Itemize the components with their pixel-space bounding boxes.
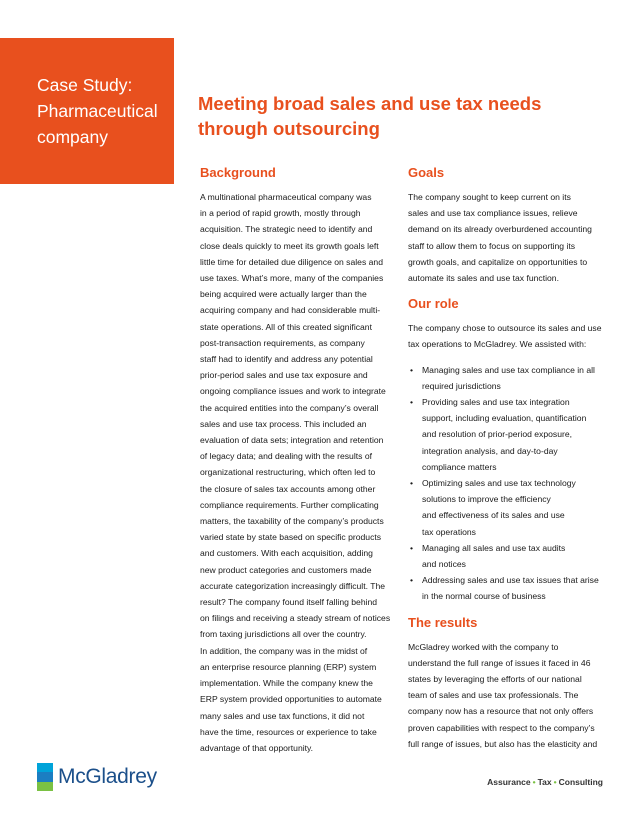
headline-line: through outsourcing xyxy=(198,118,380,139)
text-line: little time for detailed due diligence on sales and xyxy=(200,256,383,267)
text-line: advantage of that opportunity. xyxy=(200,742,314,753)
logo-mark-icon xyxy=(37,763,53,791)
results-paragraph xyxy=(408,639,604,752)
goals-heading: Goals xyxy=(408,165,445,180)
text-line: states by leveraging the efforts of our national xyxy=(408,674,582,685)
text-line: required jurisdictions xyxy=(422,380,501,391)
separator-dot-icon: • xyxy=(553,777,557,787)
case-study-line: Pharmaceutical xyxy=(37,101,158,121)
text-line: evaluation of data sets; integration and retention xyxy=(200,435,384,446)
text-line: matters, the taxability of the company’s products xyxy=(200,516,384,527)
text-line: A multinational pharmaceutical company was xyxy=(200,192,372,202)
text-line: result? The company found itself falling behind xyxy=(200,597,378,608)
text-line: growth goals, and capitalize on opportunities to xyxy=(408,256,588,267)
case-study-box xyxy=(0,38,174,184)
text-line: of legacy data; and dealing with the results of xyxy=(200,451,372,462)
text-line: The company sought to keep current on its xyxy=(408,192,571,202)
text-line: company now has a resource that not only offers xyxy=(408,706,594,717)
text-line: compliance matters xyxy=(422,461,497,472)
text-line: from taxing jurisdictions all over the country. xyxy=(200,629,367,640)
bullet-icon: • xyxy=(410,575,414,586)
background-paragraph xyxy=(200,189,396,756)
text-line: on filings and receiving a steady stream of notices xyxy=(200,613,391,624)
text-line: understand the full range of issues it faced in 46 xyxy=(408,657,591,668)
background-heading: Background xyxy=(200,165,276,180)
footer-tagline xyxy=(487,777,603,787)
list-item xyxy=(408,572,604,604)
headline-line: Meeting broad sales and use tax needs xyxy=(198,93,542,114)
text-line: tax operations to McGladrey. We assisted with: xyxy=(408,339,587,350)
text-line: the closure of sales tax accounts among other xyxy=(200,483,376,494)
text-line: staff had to identify and address any potential xyxy=(200,354,373,365)
text-line: use taxes. What’s more, many of the companies xyxy=(200,273,384,284)
text-line: staff to allow them to focus on supporting its xyxy=(408,240,576,251)
text-line: in the normal course of business xyxy=(422,591,546,602)
our-role-intro xyxy=(408,320,604,352)
text-line: and customers. With each acquisition, adding xyxy=(200,548,373,559)
text-line: Addressing sales and use tax issues that arise xyxy=(422,575,599,586)
text-line: In addition, the company was in the midst of xyxy=(200,645,368,656)
bullet-icon: • xyxy=(410,397,414,408)
text-line: The company chose to outsource its sales and use xyxy=(408,323,602,334)
text-line: implementation. While the company knew the xyxy=(200,678,373,689)
page-headline xyxy=(198,91,618,141)
text-line: many sales and use tax functions, it did not xyxy=(200,710,365,721)
text-line: post-transaction requirements, as company xyxy=(200,337,365,348)
text-line: team of sales and use tax professionals. The xyxy=(408,690,579,701)
text-line: and notices xyxy=(422,559,466,570)
text-line: and resolution of prior-period exposure, xyxy=(422,429,573,440)
text-line: ongoing compliance issues and work to integrate xyxy=(200,386,386,397)
list-item xyxy=(408,540,604,572)
text-line: Managing all sales and use tax audits xyxy=(422,542,566,553)
left-column xyxy=(200,165,396,756)
text-line: prior-period sales and use tax exposure and xyxy=(200,370,368,381)
case-study-line: company xyxy=(37,127,109,147)
text-line: tax operations xyxy=(422,526,476,537)
tagline-item: Assurance xyxy=(487,777,531,787)
text-line: organizational restructuring, which often led to xyxy=(200,467,376,478)
list-item xyxy=(408,475,604,540)
bullet-icon: • xyxy=(410,364,414,375)
text-line: have the time, resources or experience to take xyxy=(200,726,377,737)
text-line: sales and use tax process. This included an xyxy=(200,418,367,429)
text-line: acquiring company and had considerable multi- xyxy=(200,305,381,316)
text-line: acquisition. The strategic need to identify and xyxy=(200,224,373,235)
text-line: Managing sales and use tax compliance in all xyxy=(422,364,595,375)
text-line: accurate categorization increasingly difficult. The xyxy=(200,580,386,591)
text-line: new product categories and customers made xyxy=(200,564,372,575)
text-line: full range of issues, but also has the elasticity and xyxy=(408,738,598,749)
text-line: an enterprise resource planning (ERP) system xyxy=(200,661,377,672)
text-line: varied state by state based on specific products xyxy=(200,532,382,543)
text-line: the acquired entities into the company’s overall xyxy=(200,402,379,413)
text-line: solutions to improve the efficiency xyxy=(422,494,551,505)
text-line: Providing sales and use tax integration xyxy=(422,397,570,408)
our-role-heading: Our role xyxy=(408,296,459,312)
text-line: being acquired were actually larger than the xyxy=(200,289,367,300)
text-line: support, including evaluation, quantification xyxy=(422,413,587,424)
bullet-icon: • xyxy=(410,478,414,489)
text-line: close deals quickly to meet its growth goals left xyxy=(200,240,379,251)
text-line: compliance requirements. Further complicating xyxy=(200,499,379,510)
our-role-list xyxy=(408,362,604,605)
text-line: automate its sales and use tax function. xyxy=(408,273,559,284)
right-column xyxy=(408,165,604,752)
text-line: in a period of rapid growth, mostly through xyxy=(200,208,361,219)
logo-wordmark: McGladrey xyxy=(58,765,157,788)
text-line: integration analysis, and day-to-day xyxy=(422,445,558,456)
tagline-item: Tax xyxy=(537,777,552,787)
text-line: Optimizing sales and use tax technology xyxy=(422,478,576,489)
bullet-icon: • xyxy=(410,542,414,553)
list-item xyxy=(408,362,604,394)
text-line: ERP system provided opportunities to automate xyxy=(200,694,382,705)
goals-paragraph xyxy=(408,189,604,286)
text-line: proven capabilities with respect to the company’s xyxy=(408,722,595,733)
list-item xyxy=(408,394,604,475)
text-line: state operations. All of this created significant xyxy=(200,321,372,332)
results-heading: The results xyxy=(408,614,478,630)
text-line: McGladrey worked with the company to xyxy=(408,641,559,652)
text-line: and effectiveness of its sales and use xyxy=(422,510,565,521)
tagline-item: Consulting xyxy=(558,777,603,787)
separator-dot-icon: • xyxy=(532,777,536,787)
mcgladrey-logo xyxy=(37,763,157,791)
case-study-line: Case Study: xyxy=(37,75,133,95)
text-line: sales and use tax compliance issues, relieve xyxy=(408,208,578,219)
text-line: demand on its already overburdened accounting xyxy=(408,224,592,235)
